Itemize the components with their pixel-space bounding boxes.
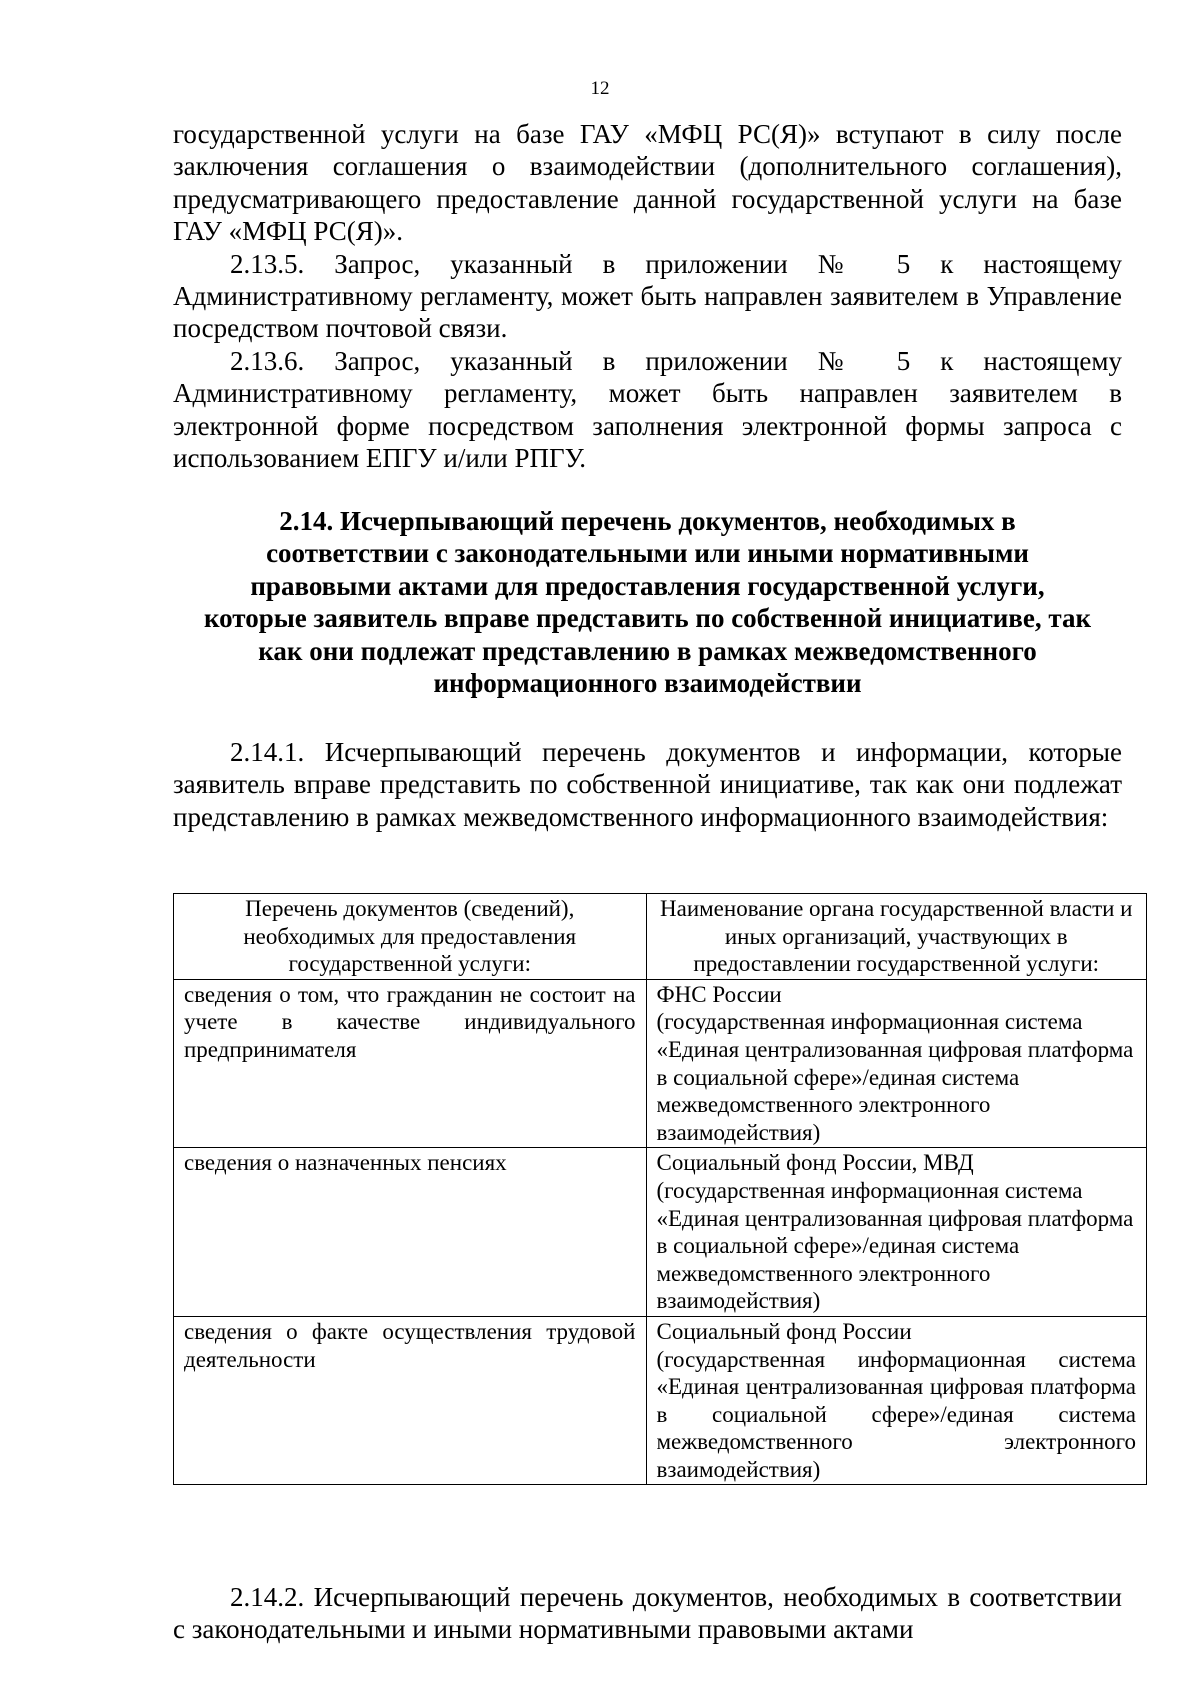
table-header-row bbox=[174, 894, 1147, 980]
paragraph-2-13-6: 2.13.6. Запрос, указанный в приложении № 5 к настоящему Административному регламенту, может быть направлен заявителем в электронной форме посредством заполнения электронной формы запроса с использованием ЕПГУ и/или РПГУ. bbox=[173, 345, 1122, 474]
paragraph-2-14-2: 2.14.2. Исчерпывающий перечень документов, необходимых в соответствии с законодательными и иными нормативными правовыми актами bbox=[173, 1582, 1122, 1645]
heading-line: 2.14. Исчерпывающий перечень документов, необходимых в bbox=[279, 506, 1016, 536]
heading-line: информационного взаимодействии bbox=[433, 668, 862, 699]
agency-detail: (государственная информационная система «Единая централизованная цифровая платформа в социальной сфере»/единая система межведомственного электронного взаимодействия) bbox=[656, 1009, 1134, 1145]
paragraph-2-14-1: 2.14.1. Исчерпывающий перечень документов и информации, которые заявитель вправе представить по собственной инициативе, так как они подлежат представлению в рамках межведомственного информационного взаимодействия: bbox=[173, 737, 1122, 832]
table-cell-agency bbox=[646, 1148, 1147, 1317]
intro-text-block bbox=[173, 118, 1122, 474]
table-row bbox=[174, 1316, 1147, 1485]
table-header-agencies: Наименование органа государственной власти и иных организаций, участвующих в предоставлении государственной услуги: bbox=[646, 894, 1147, 980]
table-cell-agency bbox=[646, 979, 1147, 1148]
paragraph-continuation: государственной услуги на базе ГАУ «МФЦ РС(Я)» вступают в силу после заключения соглашения о взаимодействии (дополнительного соглашения), предусматривающего предоставление данной государственной услуги на базе ГАУ «МФЦ РС(Я)». bbox=[173, 119, 1122, 247]
heading-line: соответствии с законодательными или иными нормативными bbox=[266, 538, 1029, 569]
paragraph-2-13-5: 2.13.5. Запрос, указанный в приложении № 5 к настоящему Административному регламенту, может быть направлен заявителем в Управление посредством почтовой связи. bbox=[173, 248, 1122, 344]
table-cell-document: сведения о том, что гражданин не состоит на учете в качестве индивидуального предпринимателя bbox=[174, 979, 647, 1148]
agency-detail: (государственная информационная система «Единая централизованная цифровая платформа в социальной сфере»/единая система межведомственного электронного взаимодействия) bbox=[656, 1346, 1136, 1482]
agency-detail: (государственная информационная система «Единая централизованная цифровая платформа в социальной сфере»/единая система межведомственного электронного взаимодействия) bbox=[656, 1177, 1134, 1314]
page-number: 12 bbox=[590, 78, 610, 99]
table-header-documents: Перечень документов (сведений), необходимых для предоставления государственной услуги: bbox=[174, 894, 647, 980]
agency-name: ФНС России bbox=[656, 981, 782, 1007]
heading-line: как они подлежат представлению в рамках межведомственного bbox=[258, 635, 1037, 666]
heading-line: правовыми актами для предоставления государственной услуги, bbox=[250, 570, 1045, 601]
paragraph-2-14-1-block bbox=[173, 736, 1122, 833]
table-row bbox=[174, 979, 1147, 1148]
paragraph-2-14-2-block bbox=[173, 1581, 1122, 1646]
table-cell-document: сведения о факте осуществления трудовой деятельности bbox=[174, 1316, 647, 1485]
heading-line: которые заявитель вправе представить по собственной инициативе, так bbox=[203, 603, 1092, 634]
agency-name: Социальный фонд России, МВД bbox=[656, 1150, 974, 1176]
section-heading-2-14 bbox=[173, 505, 1122, 699]
table-cell-agency bbox=[646, 1316, 1147, 1485]
agency-name: Социальный фонд России bbox=[656, 1318, 912, 1344]
table-row bbox=[174, 1148, 1147, 1317]
documents-table bbox=[173, 893, 1147, 1485]
table-cell-document: сведения о назначенных пенсиях bbox=[174, 1148, 647, 1317]
